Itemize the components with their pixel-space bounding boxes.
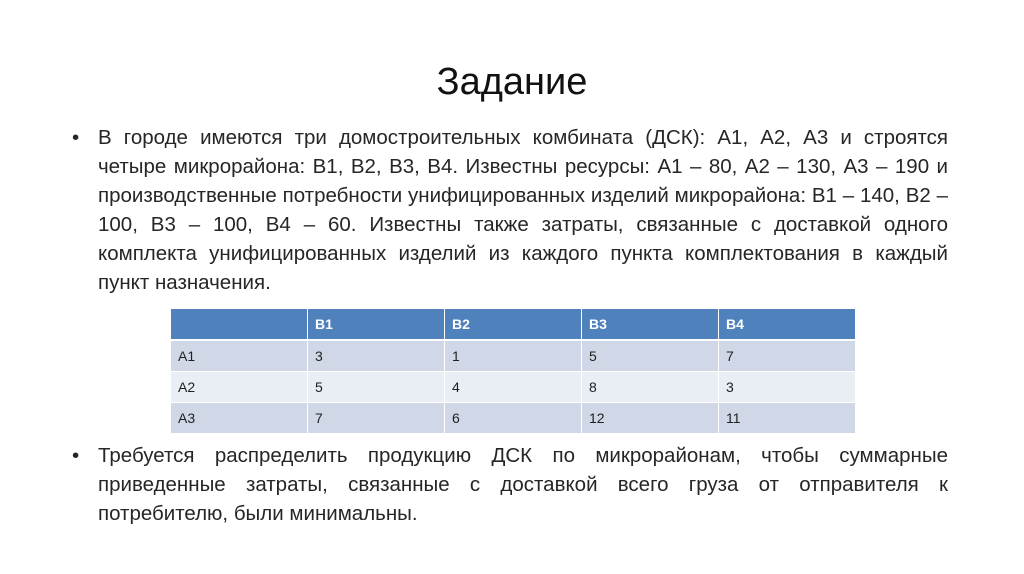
table-row [171,340,856,372]
slide-title: Задание [436,61,588,103]
table-cell: 5 [308,372,445,403]
cost-table [170,308,856,434]
bullet-item-task-description [72,123,948,297]
bullet-marker: • [72,126,80,149]
requirement-text: Требуется распределить продукцию ДСК по микрорайонам, чтобы суммарные приведенные затраты, связанные с доставкой всего груза от отправителя к потребителю, были минимальны. [98,444,948,525]
table-header-cell: В1 [308,309,445,341]
table-cell: 3 [308,340,445,372]
task-description-text: В городе имеются три домостроительных комбината (ДСК): А1, А2, А3 и строятся четыре микрорайона: В1, В2, В3, В4. Известны ресурсы: А1 – 80, А2 – 130, А3 – 190 и производственные потребности унифицированных изделий микрорайона: В1 – 140, В2 – 100, В3 – 100, В4 – 60. Известны также затраты, связанные с доставкой одного комплекта унифицированных изделий из каждого пункта комплектования в каждый пункт назначения. [98,126,948,294]
table-cell: 6 [445,403,582,434]
table-cell: 12 [582,403,719,434]
table-row-label: А2 [171,372,308,403]
table-row [171,403,856,434]
table-header-row [171,309,856,341]
table-cell: 4 [445,372,582,403]
table-header-cell: В4 [719,309,856,341]
table-cell: 3 [719,372,856,403]
table-header-cell: В2 [445,309,582,341]
table-cell: 11 [719,403,856,434]
table-header-cell [171,309,308,341]
table-cell: 7 [719,340,856,372]
table-cell: 8 [582,372,719,403]
table-row-label: А3 [171,403,308,434]
table-row-label: А1 [171,340,308,372]
table-cell: 1 [445,340,582,372]
table-cell: 5 [582,340,719,372]
table-row [171,372,856,403]
table-cell: 7 [308,403,445,434]
bullet-item-requirement [72,441,948,528]
table-header-cell: В3 [582,309,719,341]
bullet-marker: • [72,444,80,467]
